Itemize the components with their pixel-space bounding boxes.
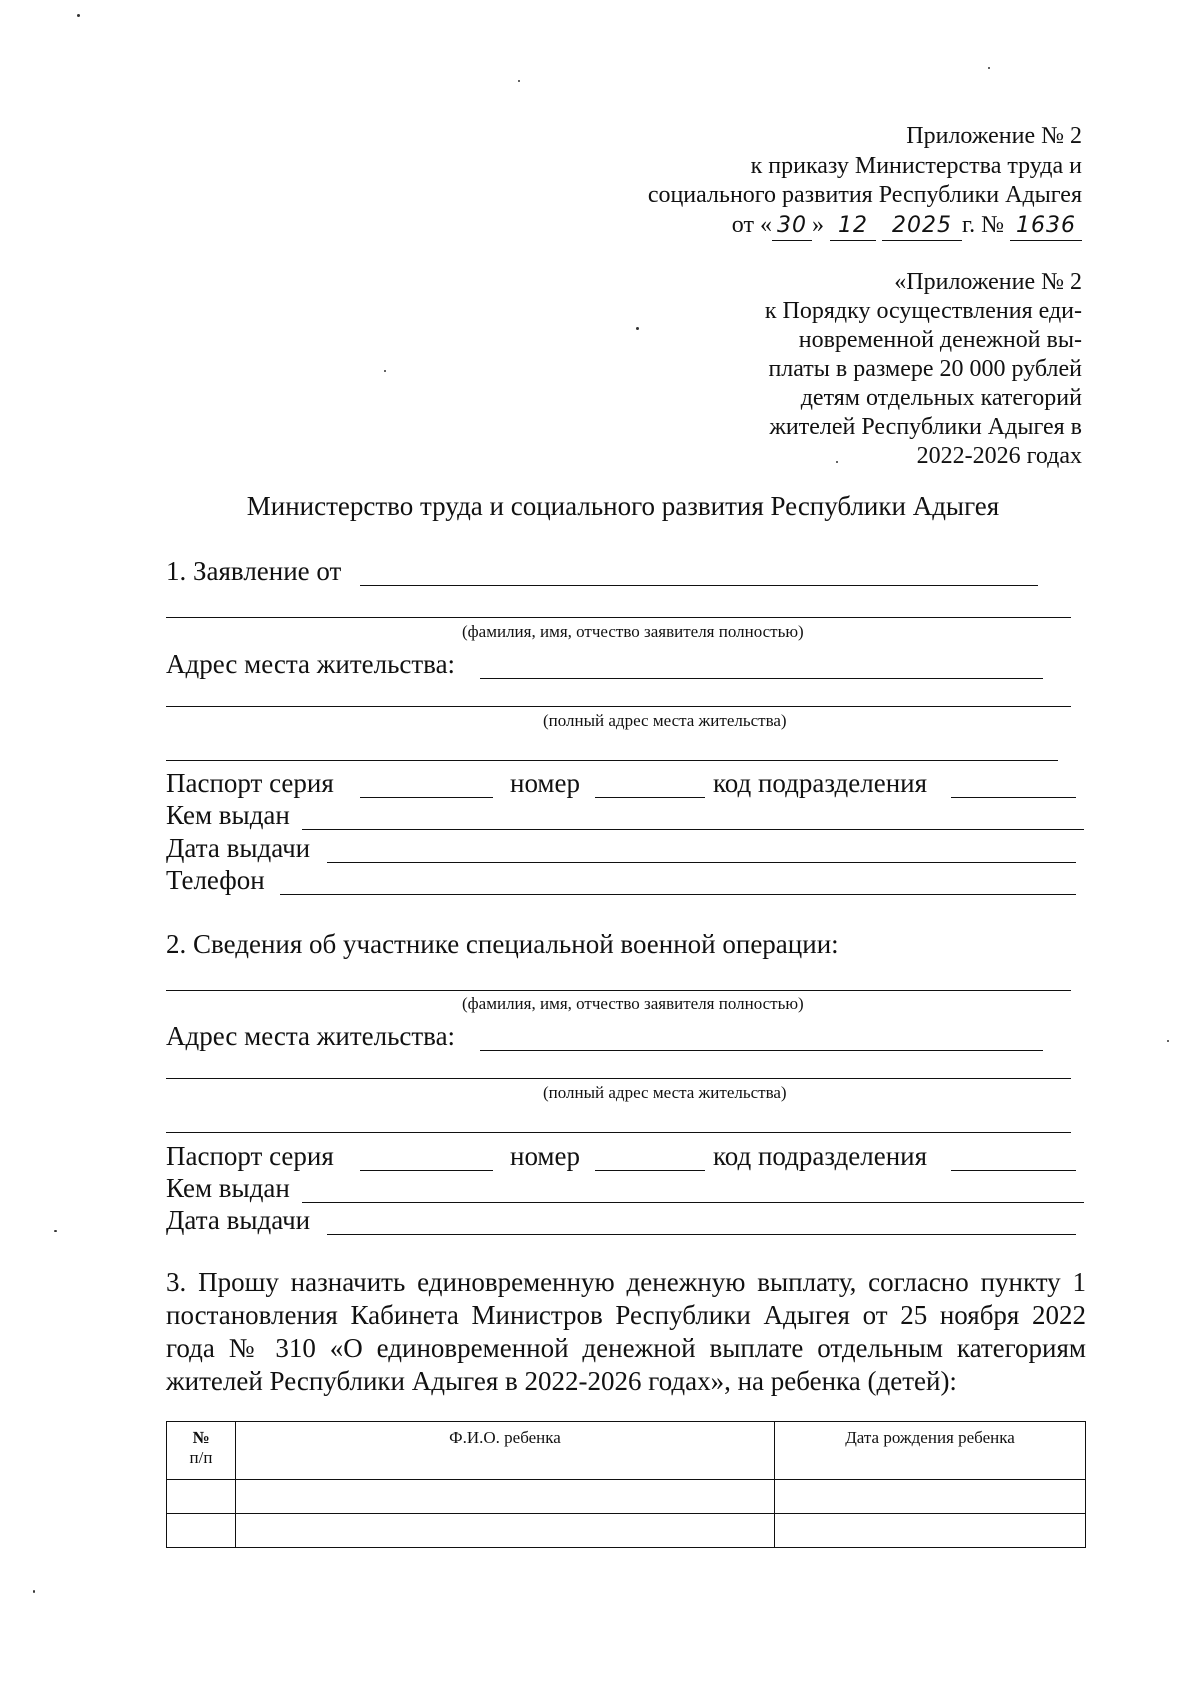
participant-fio-caption: (фамилия, имя, отчество заявителя полностью) [462, 994, 804, 1013]
payment-request-paragraph: 3. Прошу назначить единовременную денежную выплату, согласно пункту 1 постановления Кабинета Министров Республики Адыгея от 25 ноября 2022 года № 310 «О единовременной денежной выплате отдельным категориям жителей Республики Адыгея в 2022-2026 годах», на ребенка (детей): [166, 1267, 1086, 1396]
procedure-appendix-line: детям отдельных категорий [800, 385, 1082, 411]
scan-speck [54, 1230, 57, 1232]
order-date-prefix: от « [731, 211, 772, 238]
applicant-passport-code-label: код подразделения [713, 768, 928, 798]
applicant-address-label: Адрес места жительства: [166, 649, 456, 679]
child-birth-date-cell[interactable] [775, 1514, 1086, 1548]
scan-speck [77, 14, 80, 17]
applicant-address-field-continued[interactable] [166, 706, 1071, 707]
applicant-issued-by-label: Кем выдан [166, 800, 290, 830]
child-fio-cell[interactable] [236, 1514, 775, 1548]
procedure-appendix-line: 2022-2026 годах [916, 443, 1082, 469]
row-number-cell[interactable] [167, 1480, 236, 1514]
table-row [167, 1480, 1086, 1514]
participant-issue-date-field[interactable] [327, 1234, 1076, 1235]
ministry-title: Министерство труда и социального развития Республики Адыгея [246, 491, 1000, 521]
scan-speck [518, 80, 520, 82]
order-date-sep: » [811, 211, 824, 238]
col-birth-date-header: Дата рождения ребенка [775, 1422, 1086, 1480]
procedure-appendix-line: платы в размере 20 000 рублей [768, 356, 1082, 382]
scan-speck [988, 67, 990, 69]
applicant-phone-field[interactable] [280, 894, 1076, 895]
applicant-address-caption: (полный адрес места жительства) [543, 711, 787, 730]
applicant-name-field[interactable] [360, 585, 1038, 586]
participant-address-field-extra[interactable] [166, 1132, 1071, 1133]
scan-speck [384, 370, 386, 372]
procedure-appendix-line: к Порядку осуществления еди- [764, 298, 1082, 324]
applicant-issue-date-label: Дата выдачи [166, 833, 311, 863]
applicant-passport-number-label: номер [510, 768, 581, 798]
applicant-passport-code-field[interactable] [951, 797, 1076, 798]
participant-passport-code-field[interactable] [951, 1170, 1076, 1171]
order-appendix-line: социального развития Республики Адыгея [647, 182, 1082, 208]
applicant-passport-number-field[interactable] [595, 797, 705, 798]
order-number: 1636 [1010, 211, 1082, 242]
procedure-appendix-line: «Приложение № 2 [894, 269, 1082, 295]
participant-address-field-continued[interactable] [166, 1078, 1071, 1079]
order-appendix-line: к приказу Министерства труда и [750, 152, 1082, 179]
participant-name-field[interactable] [166, 990, 1071, 991]
children-table-header [167, 1422, 1086, 1480]
participant-address-field[interactable] [480, 1050, 1043, 1051]
child-fio-cell[interactable] [236, 1480, 775, 1514]
children-table [166, 1421, 1086, 1548]
participant-issued-by-label: Кем выдан [166, 1173, 290, 1203]
participant-passport-code-label: код подразделения [713, 1141, 928, 1171]
scan-speck [33, 1590, 35, 1593]
scan-speck [1167, 1040, 1169, 1042]
svo-participant-title: 2. Сведения об участнике специальной военной операции: [166, 929, 839, 959]
procedure-appendix-line: жителей Республики Адыгея в [769, 414, 1082, 440]
applicant-address-field-extra[interactable] [166, 760, 1058, 761]
col-number-header [167, 1422, 236, 1480]
participant-address-caption: (полный адрес места жительства) [543, 1083, 787, 1102]
procedure-appendix-header [765, 268, 1082, 471]
applicant-fio-caption: (фамилия, имя, отчество заявителя полностью) [462, 622, 804, 641]
applicant-address-field[interactable] [480, 678, 1043, 679]
participant-passport-series-label: Паспорт серия [166, 1141, 334, 1171]
order-appendix-line: Приложение № 2 [906, 123, 1082, 149]
participant-address-label: Адрес места жительства: [166, 1021, 456, 1051]
col-fio-header: Ф.И.О. ребенка [236, 1422, 775, 1480]
order-date-day: 30 [772, 211, 812, 242]
participant-passport-number-field[interactable] [595, 1170, 705, 1171]
participant-issue-date-label: Дата выдачи [166, 1205, 311, 1235]
row-number-cell[interactable] [167, 1514, 236, 1548]
col-number-line2: п/п [189, 1448, 213, 1467]
col-number-line1: № [192, 1428, 210, 1447]
child-birth-date-cell[interactable] [775, 1480, 1086, 1514]
table-row [167, 1514, 1086, 1548]
order-date-year: 2025 [882, 211, 962, 242]
applicant-issued-by-field[interactable] [302, 829, 1084, 830]
applicant-phone-label: Телефон [166, 865, 265, 895]
statement-from-label: 1. Заявление от [166, 556, 342, 586]
order-date-suffix: г. № [961, 211, 1004, 238]
order-date-line [648, 211, 1082, 242]
participant-passport-number-label: номер [510, 1141, 581, 1171]
order-date-month: 12 [830, 211, 876, 242]
participant-issued-by-field[interactable] [302, 1202, 1084, 1203]
applicant-passport-series-label: Паспорт серия [166, 768, 334, 798]
applicant-issue-date-field[interactable] [327, 862, 1076, 863]
applicant-name-field-continued[interactable] [166, 617, 1071, 618]
applicant-passport-series-field[interactable] [360, 797, 493, 798]
scan-speck [636, 327, 639, 330]
participant-passport-series-field[interactable] [360, 1170, 493, 1171]
procedure-appendix-line: новременной денежной вы- [798, 327, 1082, 353]
order-appendix-header [648, 122, 1082, 241]
